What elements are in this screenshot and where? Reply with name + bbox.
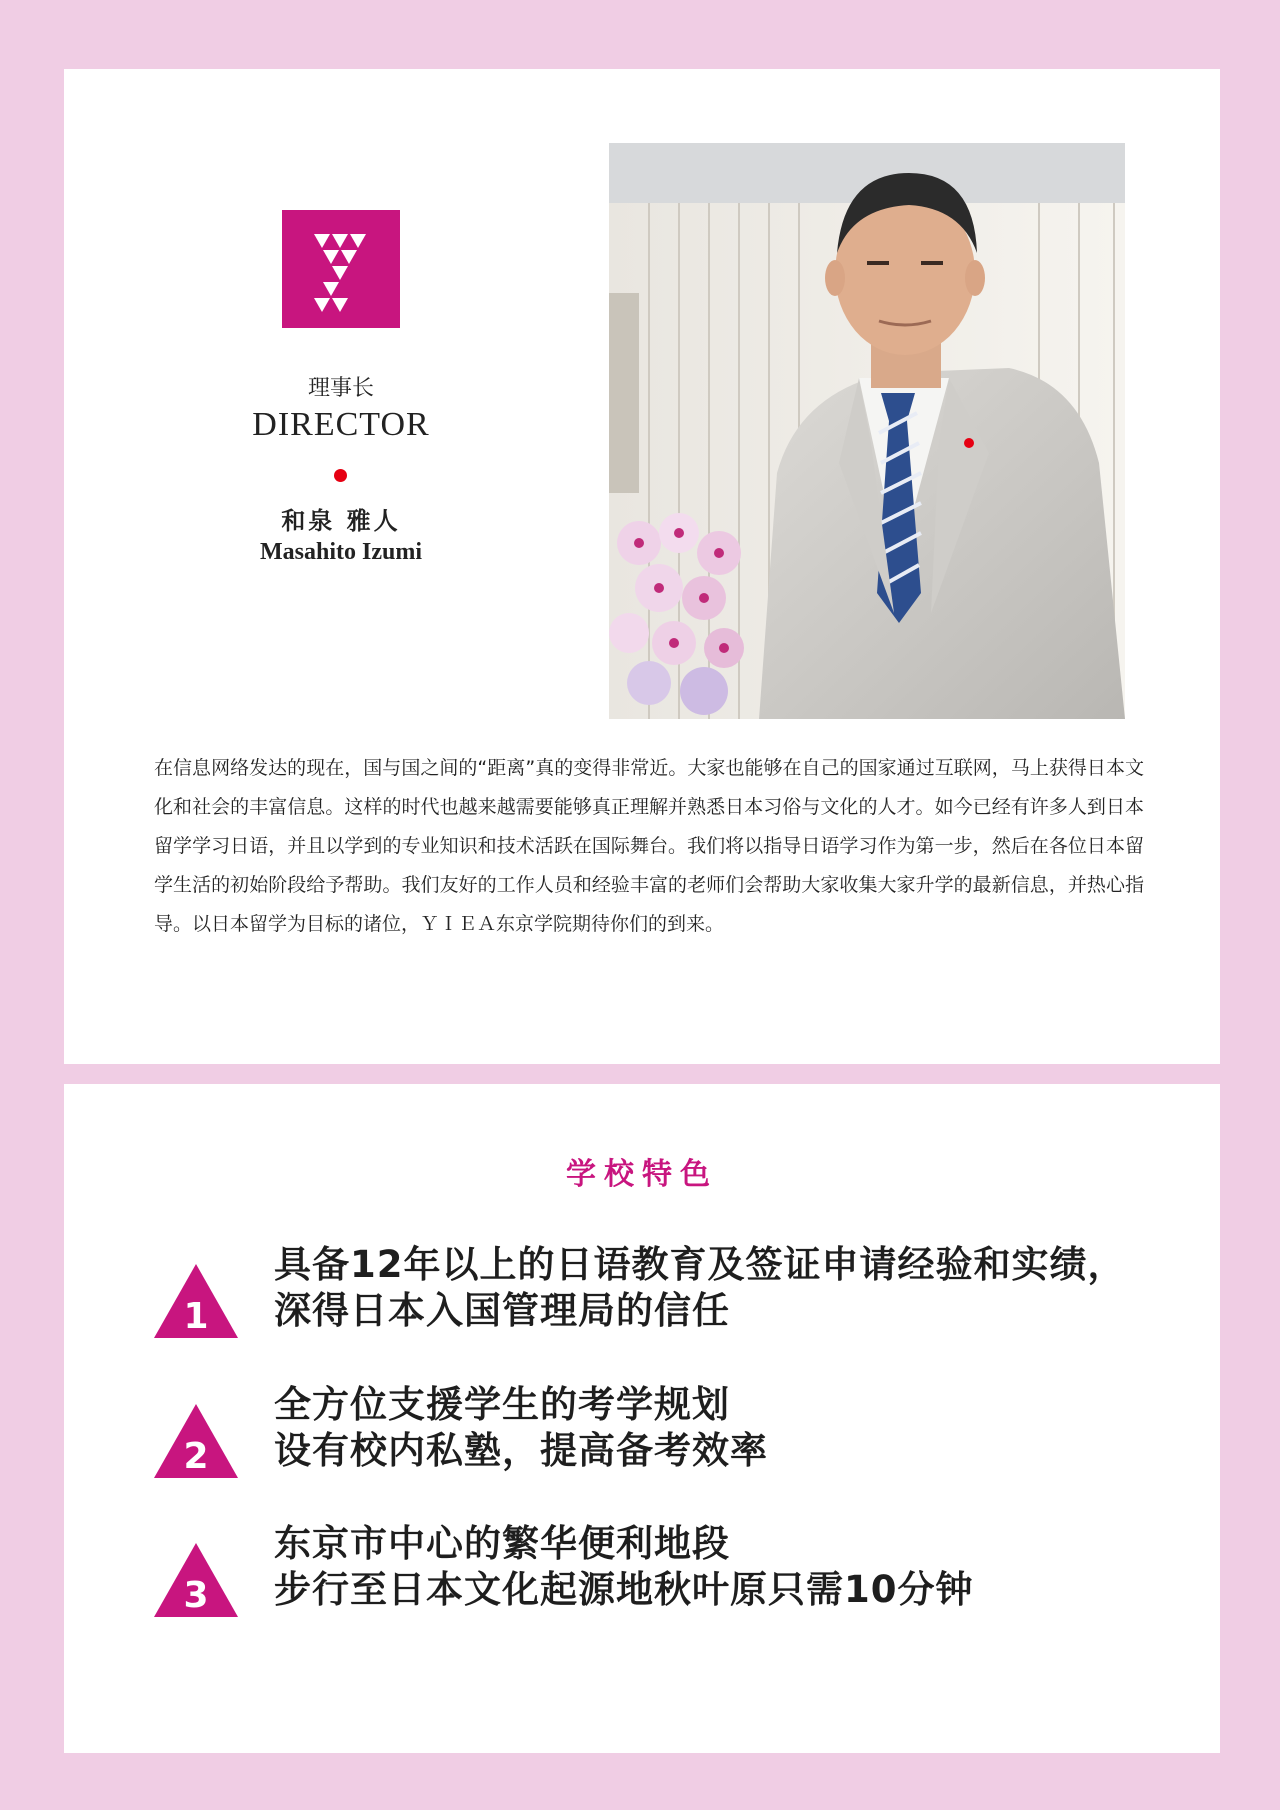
feature-line-2: 设有校内私塾，提高备考效率 bbox=[274, 1429, 768, 1472]
director-photo bbox=[609, 143, 1125, 719]
feature-item bbox=[154, 1383, 1154, 1514]
feature-line-2: 深得日本入国管理局的信任 bbox=[274, 1289, 730, 1332]
triangle-number-icon bbox=[154, 1543, 238, 1617]
director-title-en: DIRECTOR bbox=[252, 406, 430, 443]
feature-line-1: 东京市中心的繁华便利地段 bbox=[274, 1522, 730, 1565]
director-card bbox=[64, 69, 1220, 1064]
red-dot-icon bbox=[334, 469, 347, 482]
feature-line-2: 步行至日本文化起源地秋叶原只需10分钟 bbox=[274, 1568, 974, 1611]
feature-number: 2 bbox=[183, 1436, 209, 1477]
triangle-number-icon bbox=[154, 1264, 238, 1338]
feature-item bbox=[154, 1522, 1154, 1653]
feature-line-1: 全方位支援学生的考学规划 bbox=[274, 1383, 730, 1426]
director-name-zh: 和泉 雅人 bbox=[281, 506, 401, 535]
triangle-number-icon bbox=[154, 1404, 238, 1478]
school-logo-icon bbox=[282, 210, 400, 328]
director-name-en: Masahito Izumi bbox=[260, 539, 422, 565]
feature-number: 1 bbox=[183, 1296, 209, 1337]
feature-number: 3 bbox=[183, 1575, 209, 1616]
feature-line-1: 具备12年以上的日语教育及签证申请经验和实绩， bbox=[274, 1243, 1126, 1286]
feature-item bbox=[154, 1243, 1154, 1374]
director-message: 在信息网络发达的现在，国与国之间的“距离”真的变得非常近。大家也能够在自己的国家通过互联网，马上获得日本文化和社会的丰富信息。这样的时代也越来越需要能够真正理解并熟悉日本习俗与文化的人才。如今已经有许多人到日本留学学习日语，并且以学到的专业知识和技术活跃在国际舞台。我们将以指导日语学习作为第一步，然后在各位日本留学生活的初始阶段给予帮助。我们友好的工作人员和经验丰富的老师们会帮助大家收集大家升学的最新信息，并热心指导。以日本留学为目标的诸位，ＹＩＥＡ东京学院期待你们的到来。 bbox=[154, 757, 1144, 935]
features-card bbox=[64, 1084, 1220, 1753]
director-title-zh: 理事长 bbox=[307, 376, 374, 401]
features-title: 学校特色 bbox=[566, 1157, 718, 1192]
